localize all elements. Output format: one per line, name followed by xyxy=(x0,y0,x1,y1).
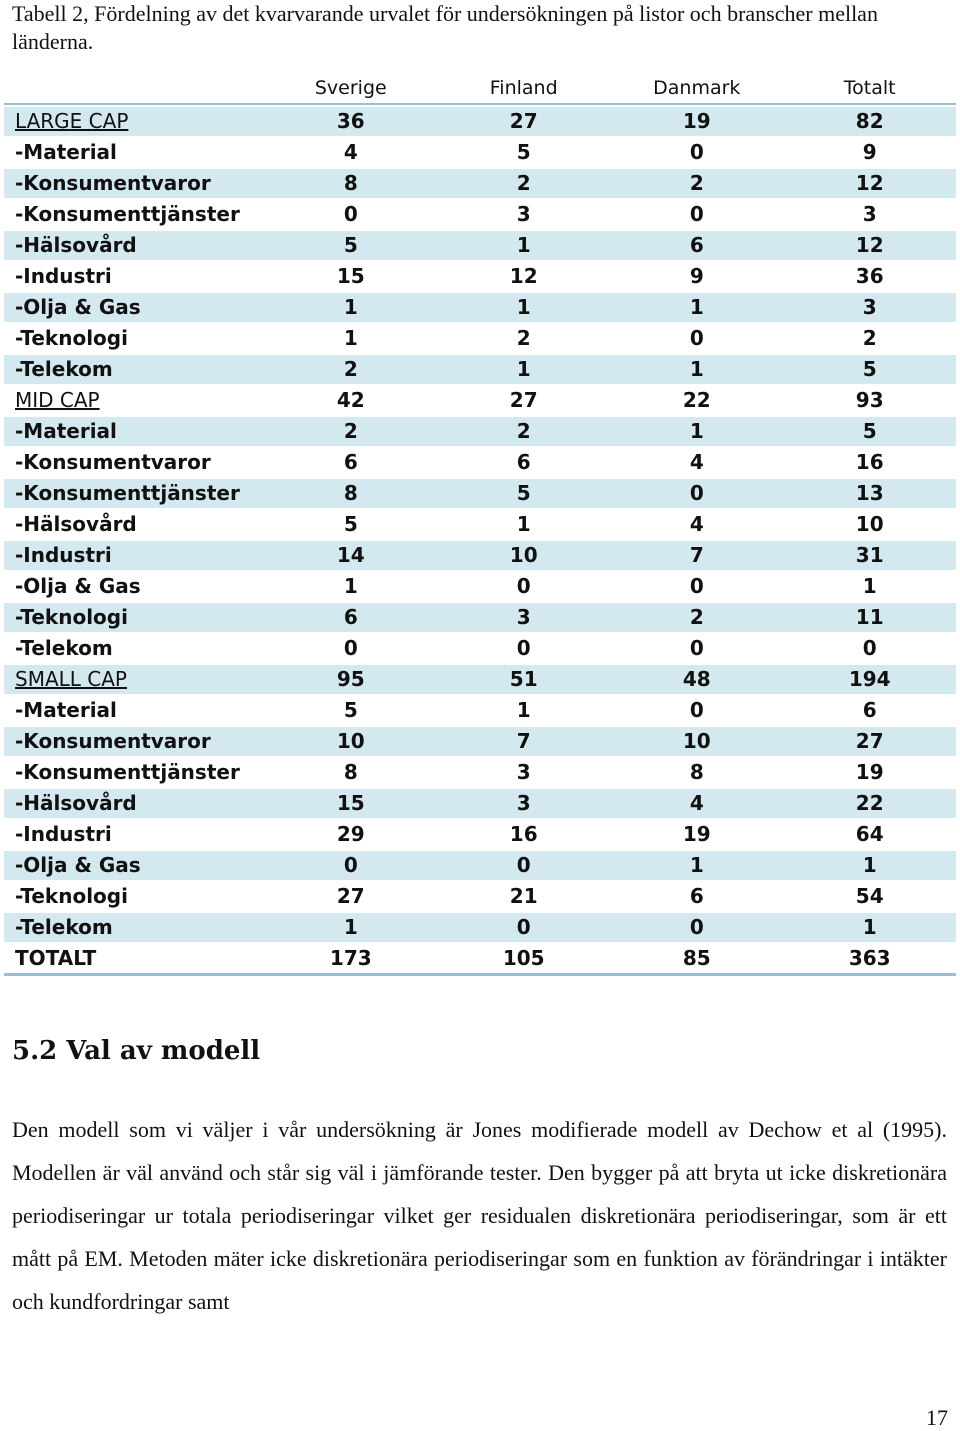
cell-sverige: 95 xyxy=(264,665,437,694)
cell-finland: 0 xyxy=(437,913,610,942)
cell-danmark: 2 xyxy=(610,603,783,632)
cell-totalt: 10 xyxy=(855,512,884,536)
cell-finland: 12 xyxy=(509,264,538,288)
row-label: -Hälsovård xyxy=(4,789,264,818)
table-row xyxy=(4,665,956,694)
cell-sverige: 5 xyxy=(264,231,437,260)
cell-finland: 1 xyxy=(516,512,531,536)
cell-danmark: 0 xyxy=(689,636,704,660)
cell-totalt: 5 xyxy=(783,417,956,446)
table-row xyxy=(4,789,956,818)
table-row xyxy=(4,448,956,477)
cell-danmark: 19 xyxy=(682,822,711,846)
cell-danmark: 6 xyxy=(610,231,783,260)
cell-danmark: 22 xyxy=(682,388,711,412)
cell-sverige: 10 xyxy=(264,727,437,756)
distribution-table-container xyxy=(4,72,956,978)
cell-totalt: 1 xyxy=(862,574,877,598)
cell-totalt: 64 xyxy=(855,822,884,846)
table-row xyxy=(4,696,956,725)
cell-danmark: 1 xyxy=(610,355,783,384)
cell-totalt: 1 xyxy=(783,851,956,880)
cell-finland: 2 xyxy=(516,326,531,350)
cell-sverige: 2 xyxy=(264,417,437,446)
header-totalt: Totalt xyxy=(783,74,956,105)
cell-danmark: 0 xyxy=(610,913,783,942)
cell-totalt: 13 xyxy=(783,479,956,508)
cell-sverige: 14 xyxy=(264,541,437,570)
cell-sverige: 1 xyxy=(343,326,358,350)
cell-danmark: 1 xyxy=(610,417,783,446)
cell-sverige: 15 xyxy=(336,264,365,288)
cell-totalt: 12 xyxy=(783,231,956,260)
body-paragraph: Den modell som vi väljer i vår undersökning är Jones modifierade modell av Dechow et al (1995). Modellen är väl använd och står sig väl i jämförande tester. Den bygger på att bryta ut icke diskretionära periodiseringar ur totala periodiseringar vilket ger residualen diskretionära periodiseringar, som är ett mått på EM. Metoden mäter icke diskretionära periodiseringar som en funktion av förändringar i intäkter och kundfordringar samt xyxy=(12,1117,947,1314)
row-label: -Telekom xyxy=(4,913,264,942)
table-row xyxy=(4,944,956,976)
cell-totalt: 194 xyxy=(783,665,956,694)
cell-sverige: 6 xyxy=(343,450,358,474)
cell-finland: 0 xyxy=(437,851,610,880)
cell-totalt: 363 xyxy=(783,944,956,976)
row-label: -Teknologi xyxy=(15,884,128,908)
cell-finland: 1 xyxy=(437,293,610,322)
row-label: MID CAP xyxy=(15,388,100,412)
table-row xyxy=(4,603,956,632)
cell-finland: 7 xyxy=(437,727,610,756)
cell-danmark: 0 xyxy=(689,574,704,598)
table-row xyxy=(4,572,956,601)
cell-sverige: 0 xyxy=(343,202,358,226)
table-body xyxy=(4,107,956,976)
cell-totalt: 3 xyxy=(783,293,956,322)
cell-danmark: 4 xyxy=(610,789,783,818)
cell-danmark: 8 xyxy=(689,760,704,784)
table-row xyxy=(4,479,956,508)
cell-finland: 3 xyxy=(516,760,531,784)
cell-totalt: 5 xyxy=(783,355,956,384)
table-row xyxy=(4,820,956,849)
cell-totalt: 1 xyxy=(783,913,956,942)
cell-totalt: 0 xyxy=(862,636,877,660)
cell-danmark: 0 xyxy=(610,479,783,508)
cell-finland: 3 xyxy=(437,789,610,818)
table-row xyxy=(4,510,956,539)
table-row xyxy=(4,727,956,756)
cell-totalt: 31 xyxy=(783,541,956,570)
cell-finland: 1 xyxy=(437,355,610,384)
header-blank xyxy=(4,74,264,105)
cell-danmark: 0 xyxy=(689,326,704,350)
cell-danmark: 7 xyxy=(610,541,783,570)
row-label: -Industri xyxy=(15,264,112,288)
cell-totalt: 27 xyxy=(783,727,956,756)
cell-danmark: 6 xyxy=(689,884,704,908)
table-row xyxy=(4,262,956,291)
cell-totalt: 6 xyxy=(862,698,877,722)
cell-sverige: 0 xyxy=(264,851,437,880)
row-label: -Konsumenttjänster xyxy=(4,479,264,508)
header-sverige: Sverige xyxy=(264,74,437,105)
cell-danmark: 1 xyxy=(610,293,783,322)
table-row xyxy=(4,851,956,880)
cell-finland: 16 xyxy=(509,822,538,846)
cell-totalt: 54 xyxy=(855,884,884,908)
cell-totalt: 12 xyxy=(783,169,956,198)
cell-sverige: 27 xyxy=(336,884,365,908)
cell-finland: 5 xyxy=(516,140,531,164)
table-row xyxy=(4,169,956,198)
cell-totalt: 82 xyxy=(783,107,956,136)
cell-totalt: 2 xyxy=(862,326,877,350)
table-row xyxy=(4,293,956,322)
cell-sverige: 42 xyxy=(336,388,365,412)
cell-finland: 5 xyxy=(437,479,610,508)
cell-sverige: 5 xyxy=(343,512,358,536)
header-danmark: Danmark xyxy=(610,74,783,105)
cell-danmark: 4 xyxy=(689,512,704,536)
cell-finland: 105 xyxy=(437,944,610,976)
cell-sverige: 1 xyxy=(264,913,437,942)
table-row xyxy=(4,913,956,942)
row-label: -Olja & Gas xyxy=(15,574,141,598)
section-heading: 5.2 Val av modell xyxy=(12,1036,261,1066)
page-number: 17 xyxy=(926,1405,948,1430)
cell-sverige: 8 xyxy=(264,479,437,508)
cell-totalt: 16 xyxy=(855,450,884,474)
cell-finland: 2 xyxy=(437,417,610,446)
row-label: -Konsumentvaror xyxy=(4,169,264,198)
row-label: -Hälsovård xyxy=(4,231,264,260)
table-row xyxy=(4,386,956,415)
cell-danmark: 4 xyxy=(689,450,704,474)
table-row xyxy=(4,200,956,229)
cell-danmark: 10 xyxy=(610,727,783,756)
cell-sverige: 1 xyxy=(264,293,437,322)
table-row xyxy=(4,882,956,911)
row-label: -Teknologi xyxy=(4,603,264,632)
header-finland: Finland xyxy=(437,74,610,105)
cell-sverige: 6 xyxy=(264,603,437,632)
row-label: -Teknologi xyxy=(15,326,128,350)
cell-finland: 51 xyxy=(437,665,610,694)
table-row xyxy=(4,324,956,353)
table-row xyxy=(4,107,956,136)
table-row xyxy=(4,138,956,167)
row-label: -Konsumentvaror xyxy=(15,450,211,474)
cell-finland: 6 xyxy=(516,450,531,474)
cell-totalt: 9 xyxy=(862,140,877,164)
cell-totalt: 36 xyxy=(855,264,884,288)
cell-danmark: 85 xyxy=(610,944,783,976)
cell-finland: 0 xyxy=(516,636,531,660)
row-label: SMALL CAP xyxy=(4,665,264,694)
row-label: -Material xyxy=(15,140,117,164)
cell-finland: 1 xyxy=(437,231,610,260)
row-label: -Konsumenttjänster xyxy=(15,202,240,226)
cell-finland: 0 xyxy=(516,574,531,598)
row-label: -Material xyxy=(15,698,117,722)
row-label: -Industri xyxy=(4,541,264,570)
row-label: -Telekom xyxy=(4,355,264,384)
cell-danmark: 1 xyxy=(610,851,783,880)
row-label: -Konsumenttjänster xyxy=(15,760,240,784)
table-row xyxy=(4,634,956,663)
row-label: -Olja & Gas xyxy=(4,851,264,880)
cell-finland: 3 xyxy=(516,202,531,226)
cell-danmark: 0 xyxy=(689,202,704,226)
row-label: -Olja & Gas xyxy=(4,293,264,322)
cell-finland: 21 xyxy=(509,884,538,908)
cell-danmark: 9 xyxy=(689,264,704,288)
table-row xyxy=(4,355,956,384)
cell-sverige: 5 xyxy=(343,698,358,722)
cell-sverige: 8 xyxy=(264,169,437,198)
cell-danmark: 48 xyxy=(610,665,783,694)
cell-finland: 27 xyxy=(437,107,610,136)
table-caption: Tabell 2, Fördelning av det kvarvarande urvalet för undersökningen på listor och branscher mellan länderna. xyxy=(12,1,878,54)
cell-danmark: 2 xyxy=(610,169,783,198)
cell-danmark: 19 xyxy=(610,107,783,136)
table-row xyxy=(4,758,956,787)
row-label: -Hälsovård xyxy=(15,512,137,536)
cell-danmark: 0 xyxy=(689,698,704,722)
table-row xyxy=(4,231,956,260)
row-label: TOTALT xyxy=(4,944,264,976)
cell-finland: 1 xyxy=(516,698,531,722)
row-label: -Telekom xyxy=(15,636,113,660)
row-label: LARGE CAP xyxy=(4,107,264,136)
cell-finland: 2 xyxy=(437,169,610,198)
cell-finland: 3 xyxy=(437,603,610,632)
cell-totalt: 22 xyxy=(783,789,956,818)
table-row xyxy=(4,541,956,570)
cell-sverige: 15 xyxy=(264,789,437,818)
row-label: -Konsumentvaror xyxy=(4,727,264,756)
cell-sverige: 29 xyxy=(336,822,365,846)
cell-totalt: 93 xyxy=(855,388,884,412)
cell-sverige: 36 xyxy=(264,107,437,136)
distribution-table xyxy=(4,72,956,978)
row-label: -Material xyxy=(4,417,264,446)
cell-danmark: 0 xyxy=(689,140,704,164)
cell-finland: 10 xyxy=(437,541,610,570)
cell-sverige: 4 xyxy=(343,140,358,164)
cell-sverige: 2 xyxy=(264,355,437,384)
cell-finland: 27 xyxy=(509,388,538,412)
cell-totalt: 11 xyxy=(783,603,956,632)
cell-sverige: 1 xyxy=(343,574,358,598)
cell-sverige: 173 xyxy=(264,944,437,976)
table-row xyxy=(4,417,956,446)
cell-totalt: 19 xyxy=(855,760,884,784)
row-label: -Industri xyxy=(15,822,112,846)
cell-totalt: 3 xyxy=(862,202,877,226)
cell-sverige: 0 xyxy=(343,636,358,660)
table-header-row xyxy=(4,74,956,105)
body-text xyxy=(12,1108,947,1323)
cell-sverige: 8 xyxy=(343,760,358,784)
